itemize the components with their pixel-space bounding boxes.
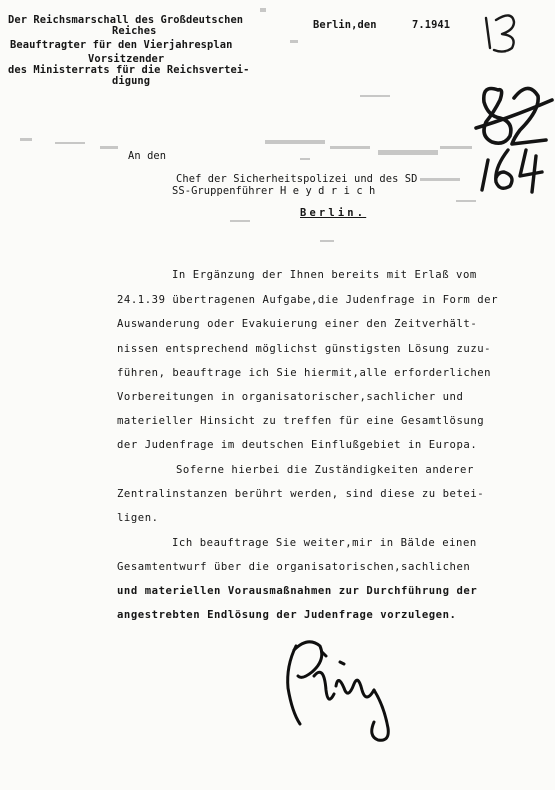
handwritten-number-164 [482, 150, 542, 192]
paragraph-1-line-8: der Judenfrage im deutschen Einflußgebiet in Europa. [117, 439, 478, 451]
letterhead-line-1: Der Reichsmarschall des Großdeutschen [8, 14, 244, 26]
paragraph-3-line-4: angestrebten Endlösung der Judenfrage vorzulegen. [117, 609, 457, 621]
addressee-line-2: SS-Gruppenführer H e y d r i c h [172, 185, 376, 197]
signature [288, 642, 389, 740]
paragraph-2-line-3: ligen. [117, 512, 159, 524]
date-value: 7.1941 [412, 19, 451, 31]
addressee-prefix: An den [128, 150, 167, 162]
letterhead-line-5: des Ministerrats für die Reichsvertei- [8, 64, 250, 76]
letterhead-line-3: Beauftragter für den Vierjahresplan [10, 39, 233, 51]
addressee-city: Berlin. [300, 207, 367, 219]
paragraph-3-line-3: und materiellen Vorausmaßnahmen zur Durchführung der [117, 585, 478, 597]
handwritten-number-82 [476, 88, 552, 144]
paragraph-1-line-4: nissen entsprechend möglichst günstigsten Lösung zuzu- [117, 343, 492, 355]
paragraph-1-line-1: In Ergänzung der Ihnen bereits mit Erlaß vom [172, 269, 477, 281]
paragraph-1-line-2: 24.1.39 übertragenen Aufgabe,die Judenfrage in Form der [117, 294, 499, 306]
paragraph-3-line-2: Gesamtentwurf über die organisatorischen,sachlichen [117, 561, 471, 573]
paragraph-2-line-2: Zentralinstanzen berührt werden, sind diese zu betei- [117, 488, 485, 500]
paragraph-1-line-7: materieller Hinsicht zu treffen für eine Gesamtlösung [117, 415, 485, 427]
paragraph-3-line-1: Ich beauftrage Sie weiter,mir in Bälde einen [172, 537, 477, 549]
paragraph-1-line-3: Auswanderung oder Evakuierung einer den Zeitverhält- [117, 318, 478, 330]
addressee-line-1: Chef der Sicherheitspolizei und des SD [176, 173, 418, 185]
handwritten-mark-top-right [486, 15, 514, 53]
date-place: Berlin,den [313, 19, 377, 31]
paragraph-2-line-1: Soferne hierbei die Zuständigkeiten anderer [176, 464, 474, 476]
paragraph-1-line-5: führen, beauftrage ich Sie hiermit,alle erforderlichen [117, 367, 492, 379]
letterhead-line-4: Vorsitzender [88, 53, 165, 65]
handwritten-mark-text: 13 [506, 52, 508, 53]
letterhead-line-6: digung [112, 75, 151, 87]
letterhead-line-2: Reiches [112, 25, 157, 37]
paragraph-1-line-6: Vorbereitungen in organisatorischer,sachlicher und [117, 391, 464, 403]
